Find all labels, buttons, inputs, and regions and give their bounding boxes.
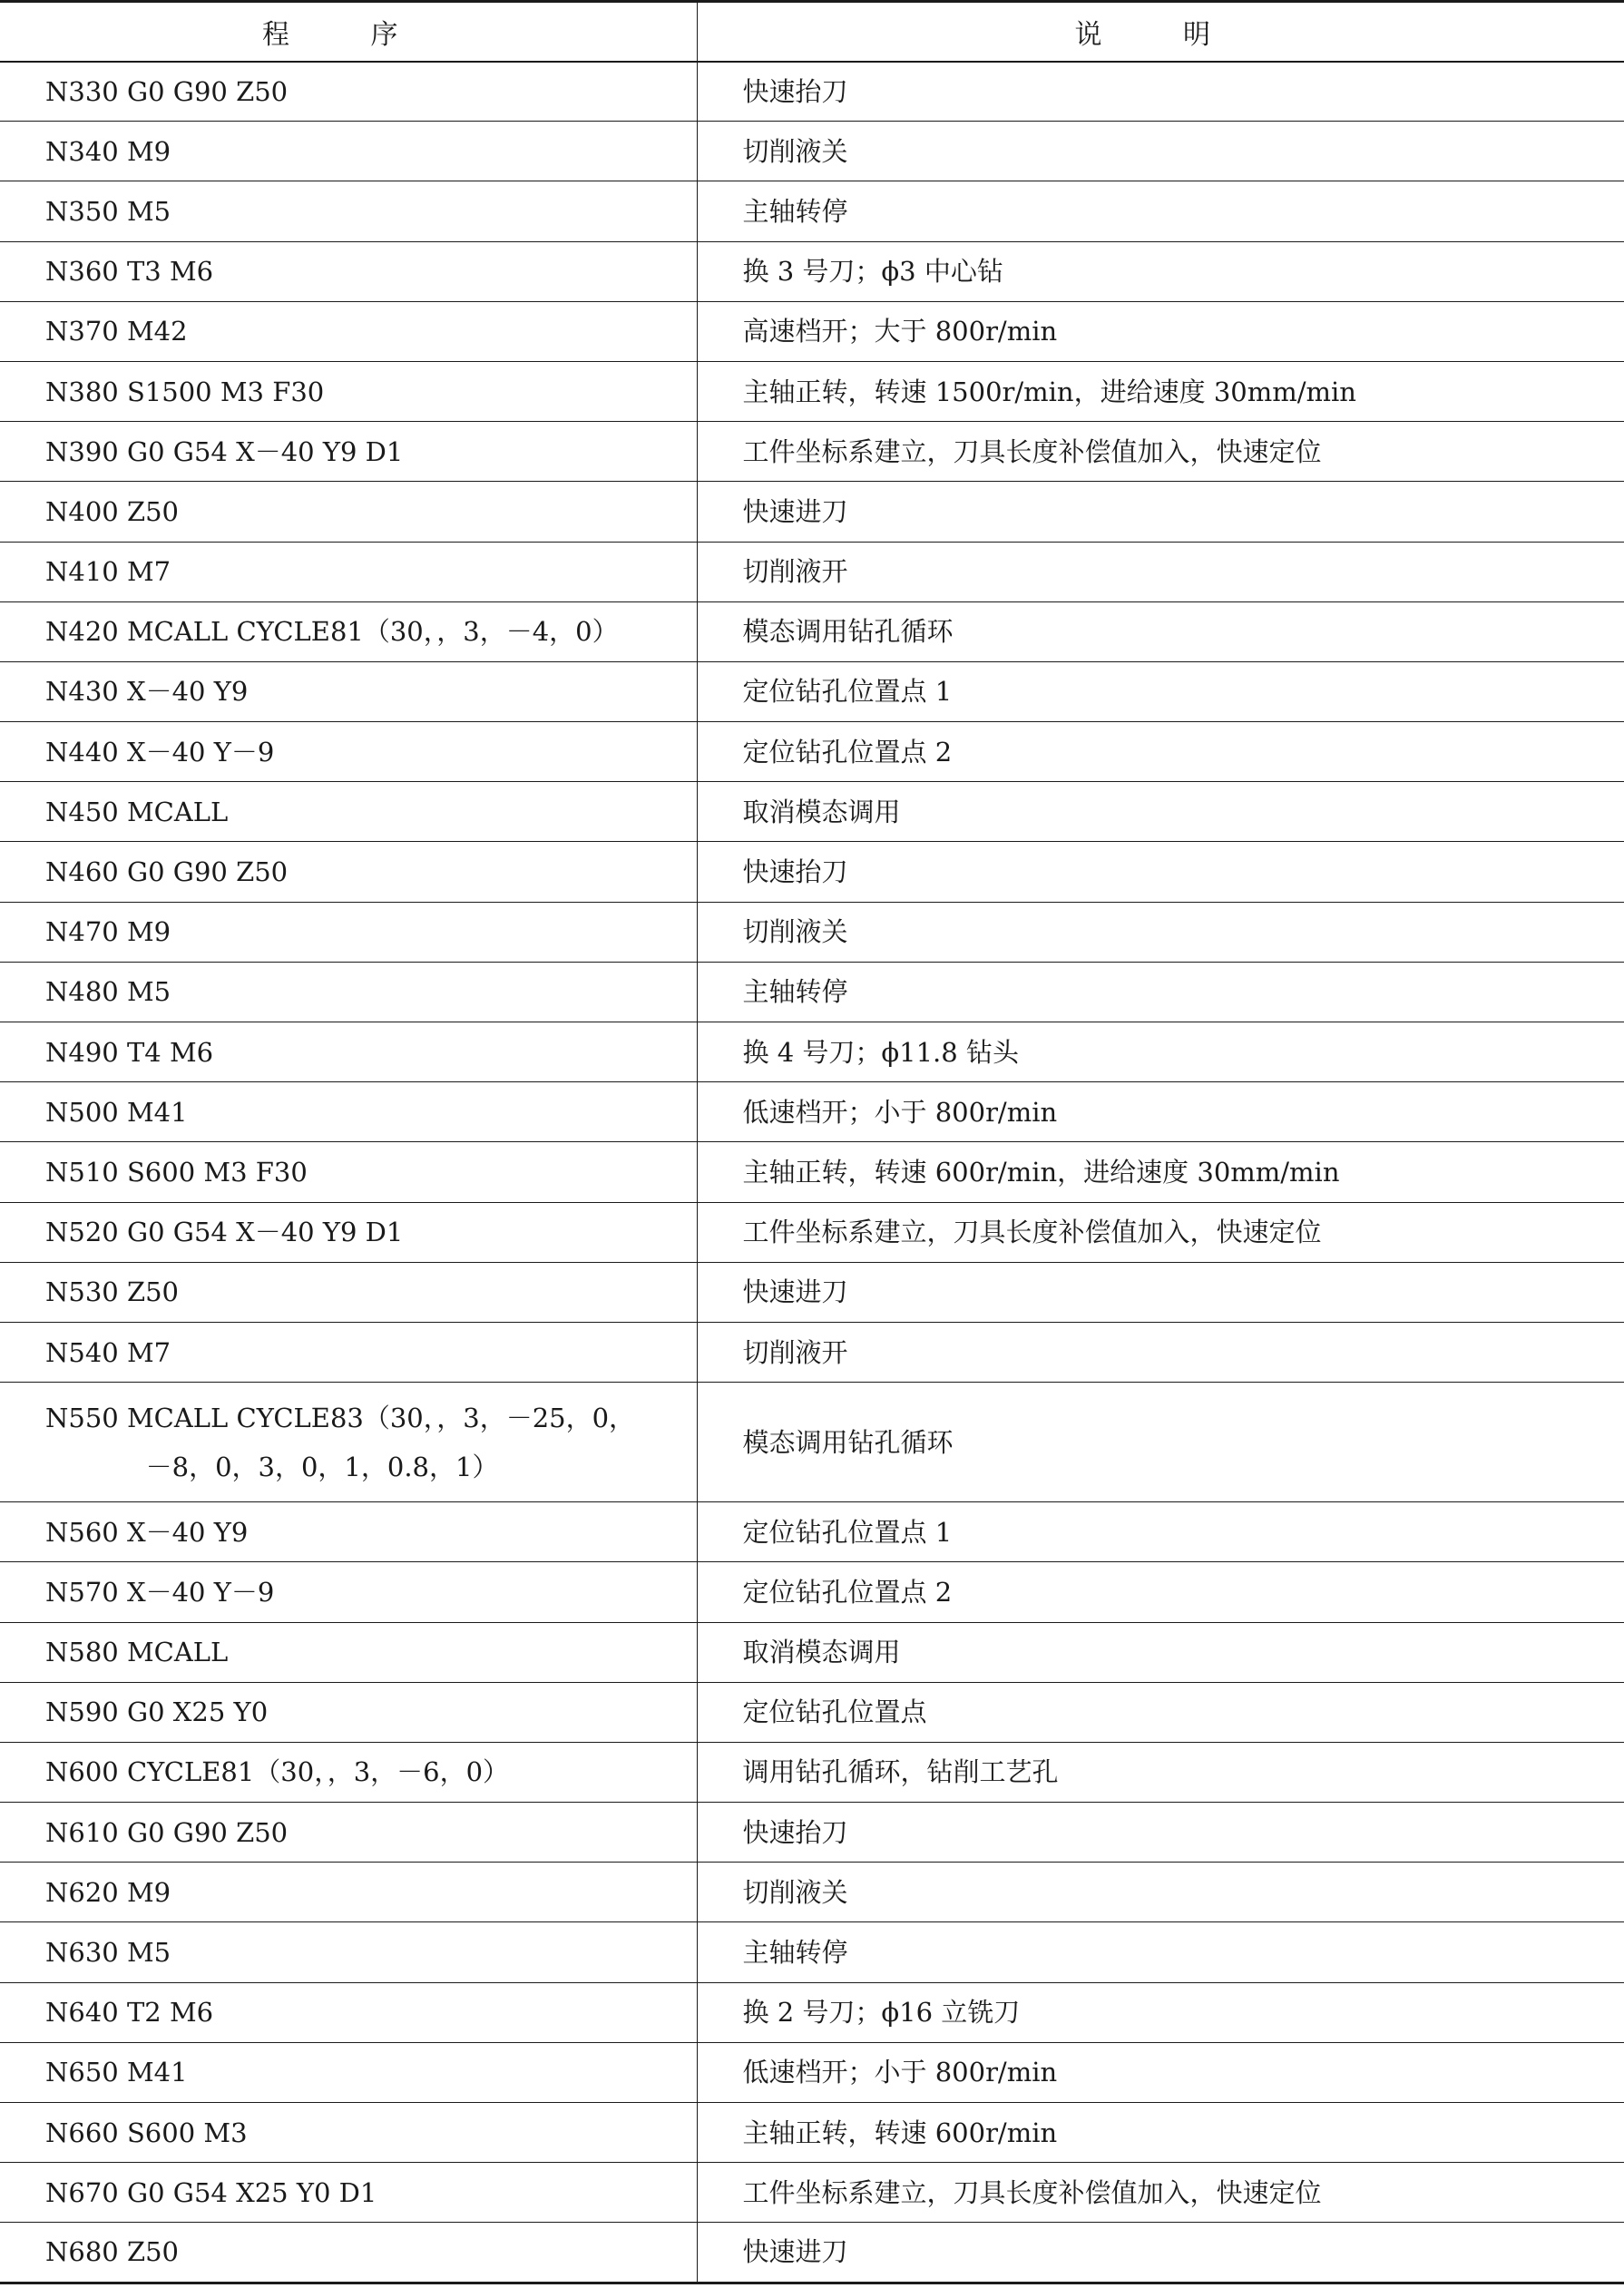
program-code-cell: N530 Z50 xyxy=(0,1262,697,1322)
table-row xyxy=(0,1863,1624,1922)
program-code-cell: N600 CYCLE81（30，，3，－6，0） xyxy=(0,1742,697,1802)
program-code-cell: N350 M5 xyxy=(0,181,697,241)
table-row xyxy=(0,601,1624,661)
table-row xyxy=(0,1742,1624,1802)
description-cell: 取消模态调用 xyxy=(697,782,1624,842)
table-row xyxy=(0,1682,1624,1742)
table-row xyxy=(0,1383,1624,1502)
table-row xyxy=(0,1082,1624,1142)
description-cell: 快速进刀 xyxy=(697,1262,1624,1322)
description-cell: 调用钻孔循环，钻削工艺孔 xyxy=(697,1742,1624,1802)
description-cell: 定位钻孔位置点 2 xyxy=(697,722,1624,782)
table-row xyxy=(0,722,1624,782)
column-header-note: 说 明 xyxy=(697,2,1624,62)
program-code-cell: N520 G0 G54 X－40 Y9 D1 xyxy=(0,1202,697,1262)
program-code-cell: N370 M42 xyxy=(0,301,697,361)
program-code-cell: N560 X－40 Y9 xyxy=(0,1502,697,1562)
table-row xyxy=(0,361,1624,421)
program-code-cell: N470 M9 xyxy=(0,902,697,962)
table-row xyxy=(0,2103,1624,2163)
description-cell: 低速档开；小于 800r/min xyxy=(697,2042,1624,2102)
table-row xyxy=(0,181,1624,241)
table-row xyxy=(0,542,1624,601)
table-row xyxy=(0,2042,1624,2102)
table-row xyxy=(0,1262,1624,1322)
table-header-row xyxy=(0,2,1624,62)
description-cell: 主轴正转，转速 1500r/min，进给速度 30mm/min xyxy=(697,361,1624,421)
description-cell: 切削液开 xyxy=(697,1322,1624,1382)
description-cell: 主轴正转，转速 600r/min xyxy=(697,2103,1624,2163)
table-row xyxy=(0,1622,1624,1682)
program-code-cell: N380 S1500 M3 F30 xyxy=(0,361,697,421)
table-row xyxy=(0,241,1624,301)
description-cell: 切削液关 xyxy=(697,1863,1624,1922)
program-code-cell: N440 X－40 Y－9 xyxy=(0,722,697,782)
description-cell: 工件坐标系建立，刀具长度补偿值加入，快速定位 xyxy=(697,1202,1624,1262)
table-row xyxy=(0,422,1624,482)
description-cell: 快速抬刀 xyxy=(697,842,1624,902)
program-code-cell: N680 Z50 xyxy=(0,2223,697,2283)
program-code-cell: N330 G0 G90 Z50 xyxy=(0,62,697,122)
program-code-cell: N480 M5 xyxy=(0,962,697,1022)
program-code-cell: N550 MCALL CYCLE83（30，，3，－25，0， －8，0，3，0，1，0.8，1） xyxy=(0,1383,697,1502)
program-code-cell: N430 X－40 Y9 xyxy=(0,661,697,721)
table-row xyxy=(0,1922,1624,1982)
description-cell: 工件坐标系建立，刀具长度补偿值加入，快速定位 xyxy=(697,2163,1624,2223)
table-row xyxy=(0,1982,1624,2042)
table-row xyxy=(0,842,1624,902)
program-code-cell: N390 G0 G54 X－40 Y9 D1 xyxy=(0,422,697,482)
table-row xyxy=(0,62,1624,122)
description-cell: 取消模态调用 xyxy=(697,1622,1624,1682)
program-code-cell: N650 M41 xyxy=(0,2042,697,2102)
table-row xyxy=(0,1142,1624,1202)
program-code-cell: N580 MCALL xyxy=(0,1622,697,1682)
table-row xyxy=(0,962,1624,1022)
description-cell: 主轴转停 xyxy=(697,181,1624,241)
description-cell: 快速抬刀 xyxy=(697,62,1624,122)
table-row xyxy=(0,1022,1624,1082)
description-cell: 切削液开 xyxy=(697,542,1624,601)
program-code-cell: N670 G0 G54 X25 Y0 D1 xyxy=(0,2163,697,2223)
program-code-cell: N510 S600 M3 F30 xyxy=(0,1142,697,1202)
table-row xyxy=(0,1502,1624,1562)
program-code-cell: N640 T2 M6 xyxy=(0,1982,697,2042)
description-cell: 定位钻孔位置点 1 xyxy=(697,661,1624,721)
table-row xyxy=(0,301,1624,361)
description-cell: 主轴转停 xyxy=(697,962,1624,1022)
program-code-cell: N620 M9 xyxy=(0,1863,697,1922)
program-code-cell: N450 MCALL xyxy=(0,782,697,842)
program-code-cell: N460 G0 G90 Z50 xyxy=(0,842,697,902)
column-header-program: 程 序 xyxy=(0,2,697,62)
table-body xyxy=(0,62,1624,2283)
description-cell: 主轴转停 xyxy=(697,1922,1624,1982)
table-row xyxy=(0,1202,1624,1262)
description-cell: 定位钻孔位置点 2 xyxy=(697,1562,1624,1622)
program-code-cell: N570 X－40 Y－9 xyxy=(0,1562,697,1622)
description-cell: 主轴正转，转速 600r/min，进给速度 30mm/min xyxy=(697,1142,1624,1202)
description-cell: 换 4 号刀；ϕ11.8 钻头 xyxy=(697,1022,1624,1082)
program-code-cell: N410 M7 xyxy=(0,542,697,601)
description-cell: 快速进刀 xyxy=(697,2223,1624,2283)
table-row xyxy=(0,1322,1624,1382)
table-row xyxy=(0,1562,1624,1622)
description-cell: 模态调用钻孔循环 xyxy=(697,1383,1624,1502)
table-row xyxy=(0,902,1624,962)
description-cell: 高速档开；大于 800r/min xyxy=(697,301,1624,361)
description-cell: 快速抬刀 xyxy=(697,1803,1624,1863)
program-code-cell: N630 M5 xyxy=(0,1922,697,1982)
program-code-cell: N340 M9 xyxy=(0,122,697,181)
table-row xyxy=(0,122,1624,181)
description-cell: 换 2 号刀；ϕ16 立铣刀 xyxy=(697,1982,1624,2042)
description-cell: 工件坐标系建立，刀具长度补偿值加入，快速定位 xyxy=(697,422,1624,482)
program-code-cell: N540 M7 xyxy=(0,1322,697,1382)
program-code-cell: N360 T3 M6 xyxy=(0,241,697,301)
description-cell: 定位钻孔位置点 xyxy=(697,1682,1624,1742)
description-cell: 定位钻孔位置点 1 xyxy=(697,1502,1624,1562)
table-row xyxy=(0,782,1624,842)
description-cell: 快速进刀 xyxy=(697,482,1624,542)
description-cell: 切削液关 xyxy=(697,122,1624,181)
table-row xyxy=(0,482,1624,542)
description-cell: 低速档开；小于 800r/min xyxy=(697,1082,1624,1142)
program-code-cell: N400 Z50 xyxy=(0,482,697,542)
table-row xyxy=(0,1803,1624,1863)
program-code-cell: N420 MCALL CYCLE81（30，，3，－4，0） xyxy=(0,601,697,661)
table-row xyxy=(0,2163,1624,2223)
program-code-cell: N500 M41 xyxy=(0,1082,697,1142)
program-code-cell: N610 G0 G90 Z50 xyxy=(0,1803,697,1863)
table-row xyxy=(0,2223,1624,2283)
program-code-cell: N660 S600 M3 xyxy=(0,2103,697,2163)
program-code-cell: N490 T4 M6 xyxy=(0,1022,697,1082)
table-row xyxy=(0,661,1624,721)
description-cell: 换 3 号刀；ϕ3 中心钻 xyxy=(697,241,1624,301)
description-cell: 切削液关 xyxy=(697,902,1624,962)
program-code-cell: N590 G0 X25 Y0 xyxy=(0,1682,697,1742)
description-cell: 模态调用钻孔循环 xyxy=(697,601,1624,661)
